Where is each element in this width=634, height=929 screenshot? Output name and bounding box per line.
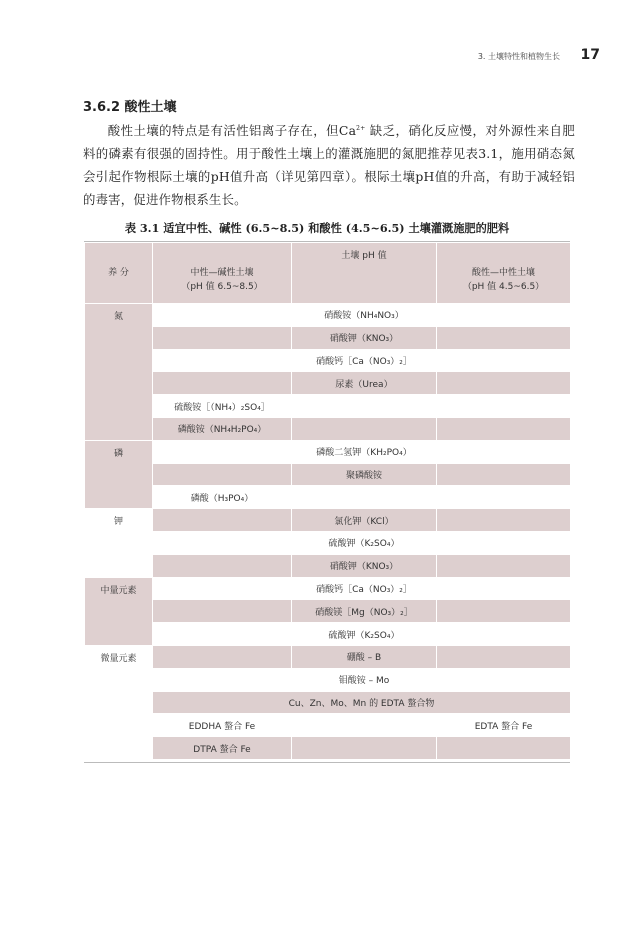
table-row	[85, 691, 571, 714]
table-row	[85, 737, 571, 760]
ca-superscript: 2+	[356, 124, 366, 132]
page-number: 17	[580, 47, 600, 63]
nutrient-micro: 微量元素	[85, 645, 153, 759]
cell-potassium-sulfate-s: 硫酸钾（K₂SO₄）	[292, 623, 437, 646]
cell-ammonium-molybdate: 钼酸铵 – Mo	[292, 668, 437, 691]
table-row	[85, 623, 571, 646]
table-row	[85, 531, 571, 554]
cell-ammonium-polyphosphate: 聚磷酸铵	[292, 463, 437, 486]
nutrient-potassium: 钾	[85, 509, 153, 577]
section-heading: 3.6.2 酸性土壤	[83, 100, 177, 115]
cell-potassium-chloride: 氯化钾（KCl）	[292, 509, 437, 532]
cell-calcium-nitrate: 硝酸钙［Ca（NO₃）₂］	[292, 349, 437, 372]
table-row	[85, 417, 571, 440]
table-row	[85, 554, 571, 577]
cell-dtpa-fe: DTPA 螯合 Fe	[153, 737, 292, 760]
cell-phosphoric-acid: 磷酸（H₃PO₄）	[153, 486, 292, 509]
table-row	[85, 349, 571, 372]
paragraph-text-b: 缺乏，硝化反应慢，对外源性来自肥料的磷素有很强的固持性。用于酸性土壤上的灌溉施肥的氮肥推荐见表3.1，施用硝态氮会引起作物根际土壤的pH值升高（详见第四章）。根际土壤pH值的升高，有助于减轻铝的毒害，促进作物根系生长。	[83, 123, 575, 207]
header-nutrient: 养 分	[85, 243, 153, 304]
nutrient-nitrogen: 氮	[85, 304, 153, 441]
header-soil-ph: 土壤 pH 值	[292, 243, 437, 304]
table-row	[85, 577, 571, 600]
header-neutral-alkaline-range: （pH 值 6.5~8.5）	[181, 282, 263, 292]
table-row	[85, 486, 571, 509]
table-row	[85, 326, 571, 349]
cell-potassium-sulfate: 硫酸钾（K₂SO₄）	[292, 531, 437, 554]
table-row	[85, 714, 571, 737]
cell-edta-fe: EDTA 螯合 Fe	[437, 714, 571, 737]
table-header-row	[85, 243, 571, 304]
cell-potassium-nitrate-k: 硝酸钾（KNO₃）	[292, 554, 437, 577]
cell-ammonium-nitrate: 硝酸铵（NH₄NO₃）	[292, 304, 437, 327]
table-row	[85, 645, 571, 668]
nutrient-phosphorus: 磷	[85, 440, 153, 508]
nutrient-secondary: 中量元素	[85, 577, 153, 645]
table-row	[85, 395, 571, 418]
header-neutral-alkaline	[153, 243, 292, 304]
cell-monopotassium-phosphate: 磷酸二氢钾（KH₂PO₄）	[292, 440, 437, 463]
cell-ammonium-sulfate: 硫酸铵［（NH₄）₂SO₄］	[153, 395, 292, 418]
cell-boric-acid: 硼酸 – B	[292, 645, 437, 668]
cell-urea: 尿素（Urea）	[292, 372, 437, 395]
table-caption: 表 3.1 适宜中性、碱性 (6.5~8.5) 和酸性 (4.5~6.5) 土壤灌溉施肥的肥料	[124, 221, 510, 235]
cell-eddha-fe: EDDHA 螯合 Fe	[153, 714, 292, 737]
cell-ammonium-phosphate: 磷酸铵（NH₄H₂PO₄）	[153, 417, 292, 440]
fertilizer-table	[84, 242, 571, 760]
table-row	[85, 304, 571, 327]
page-header	[0, 49, 600, 67]
running-chapter-title: 3. 土壤特性和植物生长	[477, 52, 560, 61]
table-row	[85, 668, 571, 691]
table-row	[85, 440, 571, 463]
table-row	[85, 463, 571, 486]
cell-potassium-nitrate: 硝酸钾（KNO₃）	[292, 326, 437, 349]
header-acid-neutral	[437, 243, 571, 304]
cell-calcium-nitrate-s: 硝酸钙［Ca（NO₃）₂］	[292, 577, 437, 600]
body-paragraph	[83, 119, 575, 211]
header-acid-neutral-label: 酸性—中性土壤	[471, 268, 535, 278]
table-row	[85, 509, 571, 532]
table-bottom-rule	[84, 762, 570, 763]
table-row	[85, 600, 571, 623]
table-row	[85, 372, 571, 395]
cell-edta-chelates: Cu、Zn、Mo、Mn 的 EDTA 螯合物	[153, 691, 571, 714]
paragraph-text-a: 酸性土壤的特点是有活性铝离子存在，但Ca	[107, 123, 357, 138]
cell-magnesium-nitrate: 硝酸镁［Mg（NO₃）₂］	[292, 600, 437, 623]
header-acid-neutral-range: （pH 值 4.5~6.5）	[462, 282, 545, 292]
header-neutral-alkaline-label: 中性—碱性土壤	[190, 268, 254, 278]
